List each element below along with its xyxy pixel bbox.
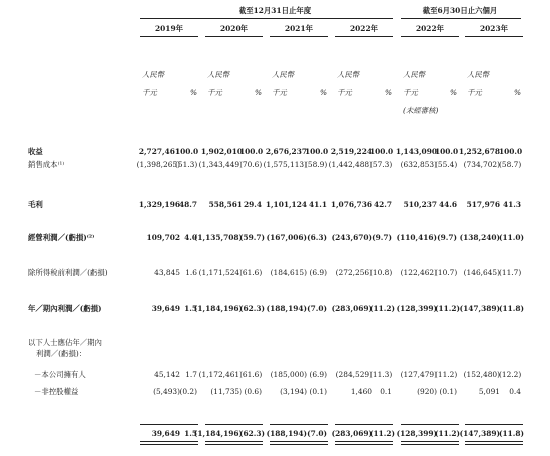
amount-cell: 2,519,224 [330, 147, 372, 156]
percent-cell: (6.9) [309, 370, 327, 379]
percent-cell: (51.3) [175, 160, 198, 169]
total-double-rule-1 [140, 441, 198, 442]
percent-cell: (11.3) [370, 370, 393, 379]
total-top-rule [401, 424, 459, 425]
year-header: 2020年 [220, 24, 248, 33]
amount-cell: (152,480) [463, 370, 500, 379]
percent-cell: 4.0 [184, 233, 197, 242]
amount-cell: (1,172,461) [198, 370, 242, 379]
percent-cell: (11.7) [499, 268, 522, 277]
amount-cell: (1,184,196) [193, 429, 242, 438]
percent-label: % [384, 88, 392, 97]
percent-cell: (11.8) [499, 304, 524, 313]
total-double-rule-2 [140, 444, 198, 445]
total-top-rule [205, 424, 263, 425]
currency-label: 人民幣 [403, 70, 426, 79]
amount-cell: 39,649 [151, 429, 180, 438]
percent-cell: (11.0) [499, 233, 524, 242]
amount-cell: 558,561 [208, 200, 242, 209]
row-label: 利潤／(虧損)： [36, 349, 87, 358]
percent-cell: 1.6 [185, 268, 197, 277]
row-label: 以下人士應佔年／期內 [28, 338, 102, 347]
percent-cell: (70.6) [240, 160, 263, 169]
amount-cell: 1,329,196 [138, 200, 180, 209]
year-header-rule [205, 36, 263, 37]
amount-cell: (3,194) [280, 387, 307, 396]
amount-cell: (1,135,708) [193, 233, 242, 242]
period-six-months-title: 截至6月30日止六個月 [422, 6, 498, 15]
total-double-rule-1 [270, 441, 328, 442]
percent-cell: (0.1) [439, 387, 457, 396]
amount-cell: 1,902,010 [200, 147, 242, 156]
percent-cell: (0.2) [179, 387, 197, 396]
percent-label: % [513, 88, 521, 97]
percent-cell: 41.1 [308, 200, 327, 209]
amount-cell: 2,676,237 [265, 147, 307, 156]
amount-cell: (127,479) [400, 370, 437, 379]
percent-cell: 1.5 [184, 304, 197, 313]
percent-cell: 100.0 [305, 147, 329, 156]
total-double-rule-2 [270, 444, 328, 445]
percent-cell: (11.8) [499, 429, 524, 438]
amount-cell: (185,000) [270, 370, 307, 379]
percent-cell: 100.0 [175, 147, 199, 156]
amount-cell: (122,462) [400, 268, 437, 277]
amount-cell: (632,853) [400, 160, 437, 169]
percent-cell: (62.3) [240, 429, 265, 438]
amount-cell: (5,493) [153, 387, 180, 396]
currency-label: 人民幣 [337, 70, 360, 79]
percent-cell: 100.0 [370, 147, 394, 156]
total-double-rule-2 [401, 444, 459, 445]
total-top-rule [335, 424, 393, 425]
amount-cell: 1,101,124 [265, 200, 307, 209]
percent-cell: (11.2) [435, 304, 460, 313]
percent-cell: (7.0) [307, 304, 327, 313]
amount-cell: (243,670) [331, 233, 372, 242]
amount-cell: (1,184,196) [193, 304, 242, 313]
percent-cell: (6.3) [307, 233, 327, 242]
row-label: 除所得稅前利潤／(虧損) [28, 268, 108, 277]
unaudited-label: (未經審核) [403, 106, 439, 115]
year-header-rule [270, 36, 328, 37]
percent-cell: (7.0) [307, 429, 327, 438]
total-double-rule-2 [335, 444, 393, 445]
amount-cell: 43,845 [154, 268, 180, 277]
percent-cell: (62.3) [240, 304, 265, 313]
amount-cell: (147,389) [459, 429, 500, 438]
amount-cell: (920) [417, 387, 437, 396]
amount-cell: (147,389) [459, 304, 500, 313]
total-double-rule-2 [465, 444, 523, 445]
amount-cell: (184,615) [270, 268, 307, 277]
percent-cell: 29.4 [243, 200, 262, 209]
percent-cell: (11.2) [435, 370, 458, 379]
amount-cell: (1,575,113) [263, 160, 307, 169]
amount-cell: 510,237 [403, 200, 437, 209]
percent-cell: 1.7 [185, 370, 197, 379]
percent-cell: (11.2) [370, 429, 395, 438]
percent-cell: (61.6) [240, 268, 263, 277]
year-header-rule [401, 36, 459, 37]
amount-cell: 1,143,090 [395, 147, 437, 156]
total-top-rule [270, 424, 328, 425]
year-header: 2023年 [480, 24, 508, 33]
currency-label: 人民幣 [207, 70, 230, 79]
amount-cell: (11,735) [210, 387, 242, 396]
percent-cell: (0.6) [244, 387, 262, 396]
amount-cell: (1,398,265) [136, 160, 180, 169]
amount-cell: (188,194) [266, 429, 307, 438]
year-header-rule [465, 36, 523, 37]
amount-cell: 2,727,461 [138, 147, 180, 156]
thousand-label: 千元 [142, 88, 157, 97]
amount-cell: (128,399) [396, 304, 437, 313]
percent-cell: (11.2) [435, 429, 460, 438]
year-header-rule [335, 36, 393, 37]
total-double-rule-1 [205, 441, 263, 442]
currency-label: 人民幣 [142, 70, 165, 79]
percent-cell: 42.7 [373, 200, 392, 209]
percent-label: % [319, 88, 327, 97]
percent-cell: 1.5 [184, 429, 197, 438]
percent-cell: (58.9) [305, 160, 328, 169]
amount-cell: (138,240) [459, 233, 500, 242]
row-label: －非控股權益 [34, 387, 79, 396]
amount-cell: 517,976 [466, 200, 500, 209]
thousand-label: 千元 [467, 88, 482, 97]
percent-cell: (9.7) [372, 233, 392, 242]
total-top-rule [140, 424, 198, 425]
amount-cell: (188,194) [266, 304, 307, 313]
amount-cell: 45,142 [154, 370, 180, 379]
amount-cell: 5,091 [478, 387, 500, 396]
percent-cell: (9.7) [437, 233, 457, 242]
period-annual-rule [140, 18, 393, 19]
total-double-rule-1 [335, 441, 393, 442]
total-double-rule-1 [401, 441, 459, 442]
period-six-rule [401, 18, 521, 19]
year-header: 2022年 [350, 24, 378, 33]
amount-cell: (110,416) [396, 233, 437, 242]
percent-cell: (57.3) [370, 160, 393, 169]
total-double-rule-2 [205, 444, 263, 445]
thousand-label: 千元 [337, 88, 352, 97]
year-header: 2022年 [416, 24, 444, 33]
total-top-rule [465, 424, 523, 425]
percent-cell: (58.7) [499, 160, 522, 169]
row-label: 銷售成本⁽¹⁾ [28, 160, 65, 169]
percent-label: % [254, 88, 262, 97]
total-double-rule-1 [465, 441, 523, 442]
thousand-label: 千元 [403, 88, 418, 97]
year-header-rule [140, 36, 198, 37]
amount-cell: (284,529) [335, 370, 372, 379]
amount-cell: (146,645) [463, 268, 500, 277]
percent-cell: 100.0 [240, 147, 264, 156]
amount-cell: (1,171,524) [198, 268, 242, 277]
percent-label: % [189, 88, 197, 97]
thousand-label: 千元 [207, 88, 222, 97]
percent-cell: (12.2) [499, 370, 522, 379]
year-header: 2019年 [155, 24, 183, 33]
percent-cell: 48.7 [178, 200, 197, 209]
amount-cell: (1,442,488) [328, 160, 372, 169]
percent-cell: (11.2) [370, 304, 395, 313]
percent-cell: 41.3 [502, 200, 521, 209]
amount-cell: (272,256) [335, 268, 372, 277]
currency-label: 人民幣 [467, 70, 490, 79]
amount-cell: (128,399) [396, 429, 437, 438]
percent-cell: (10.7) [435, 268, 458, 277]
row-label: 毛利 [28, 200, 43, 209]
percent-cell: (55.4) [435, 160, 458, 169]
currency-label: 人民幣 [272, 70, 295, 79]
row-label: －本公司擁有人 [34, 370, 86, 379]
percent-label: % [449, 88, 457, 97]
percent-cell: 100.0 [435, 147, 459, 156]
amount-cell: 1,460 [350, 387, 372, 396]
percent-cell: (61.6) [240, 370, 263, 379]
percent-cell: 0.4 [509, 387, 521, 396]
percent-cell: 0.1 [380, 387, 392, 396]
amount-cell: 1,252,678 [458, 147, 500, 156]
amount-cell: 1,076,736 [330, 200, 372, 209]
amount-cell: (734,702) [463, 160, 500, 169]
row-label: 經營利潤／(虧損)⁽²⁾ [28, 233, 95, 242]
percent-cell: (59.7) [240, 233, 265, 242]
amount-cell: 109,702 [146, 233, 180, 242]
percent-cell: 44.6 [438, 200, 457, 209]
percent-cell: (0.1) [309, 387, 327, 396]
amount-cell: 39,649 [151, 304, 180, 313]
row-label: 收益 [28, 147, 43, 156]
amount-cell: (283,069) [331, 304, 372, 313]
thousand-label: 千元 [272, 88, 287, 97]
period-annual-title: 截至12月31日止年度 [238, 6, 312, 15]
row-label: 年／期內利潤／(虧損) [28, 304, 102, 313]
percent-cell: (10.8) [370, 268, 393, 277]
amount-cell: (283,069) [331, 429, 372, 438]
percent-cell: 100.0 [499, 147, 523, 156]
amount-cell: (167,006) [266, 233, 307, 242]
amount-cell: (1,343,449) [198, 160, 242, 169]
year-header: 2021年 [285, 24, 313, 33]
percent-cell: (6.9) [309, 268, 327, 277]
